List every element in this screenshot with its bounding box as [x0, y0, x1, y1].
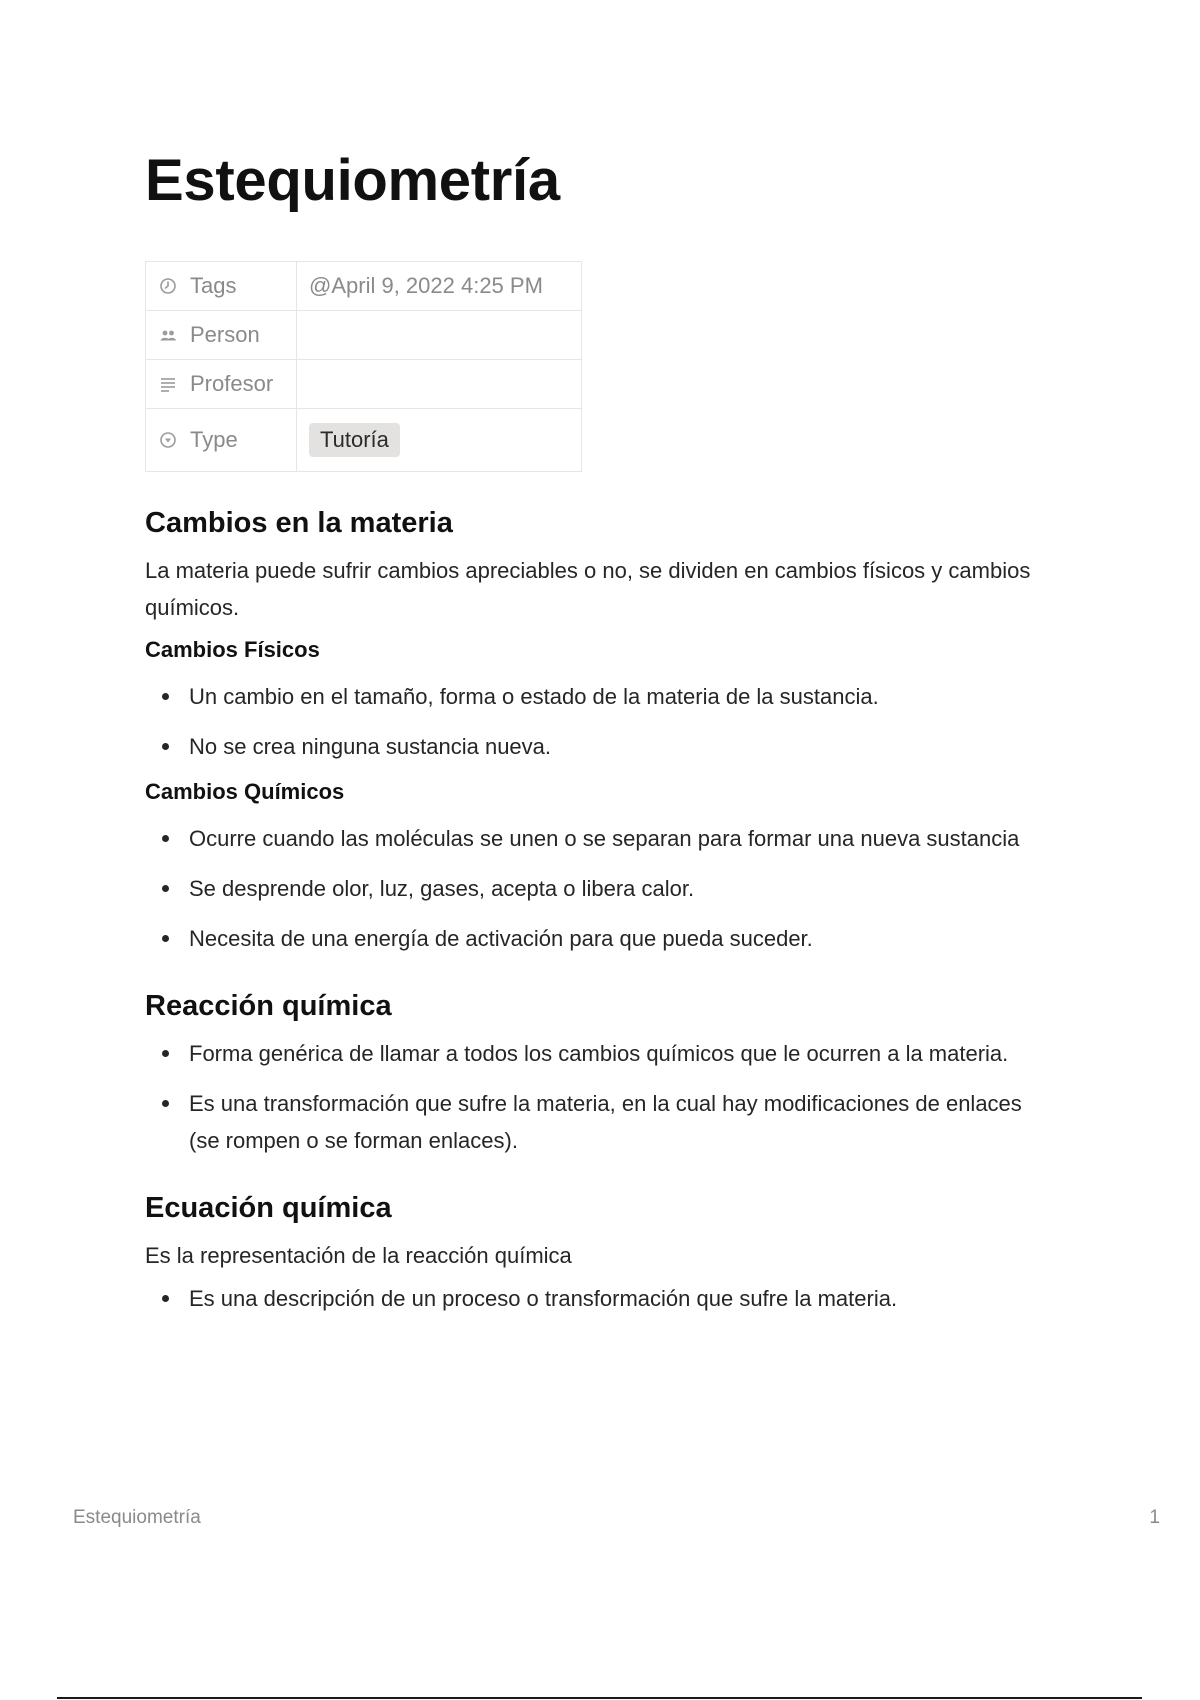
list-item-text: Es una descripción de un proceso o transformación que sufre la materia.	[189, 1286, 898, 1311]
property-key	[146, 409, 297, 472]
property-row-type	[146, 409, 582, 472]
list-reaccion	[145, 1035, 1045, 1159]
subheading-fisicos: Cambios Físicos	[145, 637, 320, 662]
property-label: Type	[190, 427, 238, 452]
bullet-icon	[162, 1295, 169, 1302]
property-row-person	[146, 311, 582, 360]
page-bottom-rule	[57, 1697, 1142, 1699]
list-fisicos	[145, 678, 1045, 765]
list-item	[145, 1085, 1045, 1159]
property-row-tags	[146, 262, 582, 311]
list-item	[145, 870, 1045, 907]
property-value[interactable]: @April 9, 2022 4:25 PM	[297, 262, 582, 311]
property-value[interactable]	[297, 360, 582, 409]
bullet-icon	[162, 835, 169, 842]
list-item-text: Forma genérica de llamar a todos los cambios químicos que le ocurren a la materia.	[189, 1041, 1009, 1066]
section-heading-reaccion: Reacción química	[145, 990, 392, 1022]
property-value[interactable]	[297, 409, 582, 472]
property-key	[146, 360, 297, 409]
section-heading-cambios: Cambios en la materia	[145, 507, 453, 539]
list-quimicos	[145, 820, 1045, 957]
property-key	[146, 311, 297, 360]
property-label: Profesor	[190, 371, 274, 396]
bullet-icon	[162, 935, 169, 942]
property-label: Person	[190, 322, 260, 347]
property-value[interactable]	[297, 311, 582, 360]
list-item-text: Se desprende olor, luz, gases, acepta o libera calor.	[189, 876, 695, 901]
list-item-text: No se crea ninguna sustancia nueva.	[189, 734, 552, 759]
select-circle-icon	[158, 430, 178, 450]
footer-document-name: Estequiometría	[73, 1507, 201, 1528]
property-label: Tags	[190, 273, 237, 298]
property-key	[146, 262, 297, 311]
list-item-text: Ocurre cuando las moléculas se unen o se separan para formar una nueva sustancia	[189, 826, 1020, 851]
section-heading-ecuacion: Ecuación química	[145, 1192, 392, 1224]
list-ecuacion	[145, 1280, 1045, 1317]
page-title: Estequiometría	[145, 148, 560, 213]
bullet-icon	[162, 743, 169, 750]
list-item-text: Un cambio en el tamaño, forma o estado de la materia de la sustancia.	[189, 684, 879, 709]
list-item	[145, 728, 1045, 765]
list-item-text: Necesita de una energía de activación para que pueda suceder.	[189, 926, 813, 951]
bullet-icon	[162, 1100, 169, 1107]
list-item	[145, 1280, 1045, 1317]
list-item	[145, 820, 1045, 857]
list-item	[145, 1035, 1045, 1072]
bullet-icon	[162, 1050, 169, 1057]
type-tag[interactable]: Tutoría	[309, 423, 400, 457]
properties-table	[145, 261, 582, 472]
list-item-text: Es una transformación que sufre la materia, en la cual hay modificaciones de enlaces (se rompen o se forman enlaces).	[189, 1091, 1022, 1153]
text-lines-icon	[158, 374, 178, 394]
list-item	[145, 678, 1045, 715]
property-row-profesor	[146, 360, 582, 409]
list-item	[145, 920, 1045, 957]
document-page	[145, 145, 1045, 1330]
footer-page-number: 1	[1149, 1507, 1160, 1528]
clock-icon	[158, 276, 178, 296]
paragraph-ecuacion-intro: Es la representación de la reacción química	[145, 1243, 572, 1268]
bullet-icon	[162, 693, 169, 700]
subheading-quimicos: Cambios Químicos	[145, 779, 345, 804]
bullet-icon	[162, 885, 169, 892]
paragraph-cambios-intro: La materia puede sufrir cambios apreciables o no, se dividen en cambios físicos y cambios químicos.	[145, 558, 1031, 620]
people-icon	[158, 325, 178, 345]
